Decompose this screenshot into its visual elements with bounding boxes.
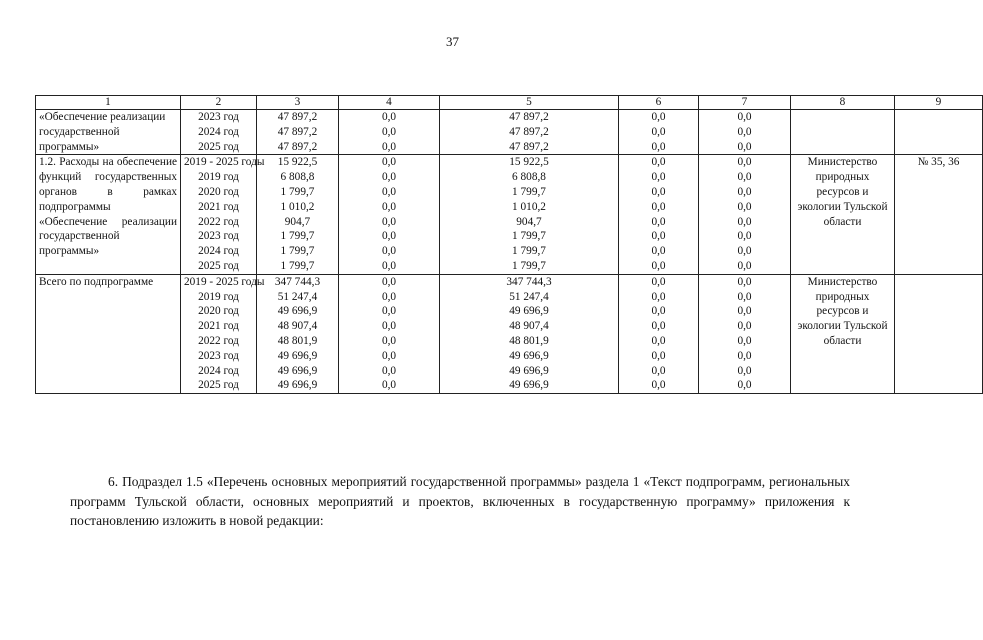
amount-value: 347 744,3 [274, 275, 321, 288]
header-cell: 5 [440, 96, 619, 110]
amount-value: 0,0 [737, 334, 752, 347]
amount-value: 1 799,7 [280, 230, 315, 243]
amount-value: 0,0 [651, 156, 666, 169]
amount-value: 47 897,2 [277, 111, 318, 123]
reference-cell [895, 274, 983, 393]
reference-cell: № 35, 36 [895, 155, 983, 274]
amount-value: 0,0 [737, 125, 752, 138]
amount-value: 1 799,7 [512, 230, 546, 243]
col3-cell [257, 110, 339, 155]
col4-cell [339, 110, 440, 155]
amount-value: 1 799,7 [512, 259, 546, 272]
amount-value: 0,0 [651, 379, 666, 392]
amount-value: 1 799,7 [280, 259, 315, 272]
header-cell: 8 [791, 96, 895, 110]
amount-value: 0,0 [651, 275, 666, 288]
amount-value: 1 010,2 [512, 200, 546, 213]
header-cell: 4 [339, 96, 440, 110]
col3-cell [257, 274, 339, 393]
amount-value: 0,0 [737, 259, 752, 272]
amount-value: 0,0 [381, 290, 397, 303]
amount-value: 0,0 [737, 140, 752, 153]
amount-value: 0,0 [737, 379, 752, 392]
table-row [36, 110, 983, 155]
amount-value: 49 696,9 [509, 305, 549, 318]
amount-value: 0,0 [381, 111, 397, 123]
amount-value: 47 897,2 [509, 140, 549, 153]
col5-cell [440, 155, 619, 274]
amount-value: 904,7 [516, 215, 542, 228]
amount-value: 0,0 [381, 379, 397, 392]
row-name-cell: 1.2. Расходы на обеспечение функций государственных органов в рамках подпрограммы «Обеспечение реализации государственной программы» [36, 155, 181, 274]
header-cell: 3 [257, 96, 339, 110]
col5-cell [440, 110, 619, 155]
executor-cell: Министерство природных ресурсов и экологии Тульской области [791, 274, 895, 393]
amount-value: 51 247,4 [277, 290, 318, 303]
year-label: 2023 год [198, 349, 239, 362]
amount-value: 0,0 [651, 320, 666, 333]
paragraph-text: 6. Подраздел 1.5 «Перечень основных мероприятий государственной программы» раздела 1 «Текст подпрограмм, региональных программ Тульской области, основных мероприятий и проектов, включенных в государственную программу» приложения к постановлению изложить в новой редакции: [70, 474, 850, 528]
year-label: 2022 год [198, 334, 239, 347]
col6-cell [619, 110, 699, 155]
amount-value: 49 696,9 [277, 349, 318, 362]
col3-cell [257, 155, 339, 274]
col4-cell [339, 155, 440, 274]
amount-value: 15 922,5 [509, 156, 549, 169]
amount-value: 49 696,9 [277, 379, 318, 392]
year-label: 2025 год [198, 259, 239, 272]
amount-value: 0,0 [651, 171, 666, 184]
executor-cell: Министерство природных ресурсов и экологии Тульской области [791, 155, 895, 274]
amount-value: 0,0 [381, 171, 397, 184]
amount-value: 0,0 [651, 230, 666, 243]
amount-value: 0,0 [737, 290, 752, 303]
amount-value: 47 897,2 [277, 140, 318, 153]
amount-value: 0,0 [737, 200, 752, 213]
amount-value: 1 799,7 [280, 245, 315, 258]
year-label: 2024 год [198, 245, 239, 258]
amount-value: 0,0 [737, 185, 752, 198]
header-cell: 6 [619, 96, 699, 110]
col6-cell [619, 274, 699, 393]
amount-value: 51 247,4 [509, 290, 549, 303]
header-cell: 9 [895, 96, 983, 110]
year-label: 2019 - 2025 годы [184, 275, 265, 288]
year-label: 2025 год [198, 379, 239, 392]
col6-cell [619, 155, 699, 274]
amount-value: 0,0 [651, 125, 666, 138]
amount-value: 49 696,9 [509, 379, 549, 392]
amount-value: 0,0 [381, 215, 397, 228]
amount-value: 0,0 [737, 364, 752, 377]
header-cell: 1 [36, 96, 181, 110]
amount-value: 1 010,2 [280, 200, 315, 213]
amount-value: 0,0 [651, 290, 666, 303]
amount-value: 0,0 [381, 245, 397, 258]
amount-value: 48 907,4 [509, 320, 549, 333]
amount-value: 0,0 [381, 200, 397, 213]
amount-value: 0,0 [737, 320, 752, 333]
amount-value: 0,0 [651, 200, 666, 213]
row-name-cell: Всего по подпрограмме [36, 274, 181, 393]
amount-value: 48 801,9 [509, 334, 549, 347]
col4-cell [339, 274, 440, 393]
year-label: 2021 год [198, 320, 239, 333]
amount-value: 0,0 [651, 245, 666, 258]
amount-value: 0,0 [381, 334, 397, 347]
amount-value: 15 922,5 [277, 156, 318, 169]
amount-value: 0,0 [381, 230, 397, 243]
header-cell: 7 [699, 96, 791, 110]
amount-value: 0,0 [651, 215, 666, 228]
year-label: 2020 год [198, 305, 239, 318]
amount-value: 0,0 [737, 349, 752, 362]
year-label: 2024 год [198, 125, 239, 138]
amount-value: 0,0 [651, 259, 666, 272]
amount-value: 48 907,4 [277, 320, 318, 333]
reference-cell [895, 110, 983, 155]
amount-value: 0,0 [737, 156, 752, 169]
years-cell [181, 110, 257, 155]
amount-value: 0,0 [737, 305, 752, 318]
amount-value: 0,0 [381, 320, 397, 333]
year-label: 2019 - 2025 годы [184, 156, 265, 169]
row-name-cell: «Обеспечение реализации государственной программы» [36, 110, 181, 155]
year-label: 2023 год [198, 111, 239, 123]
year-label: 2019 год [198, 290, 239, 303]
amount-value: 904,7 [284, 215, 311, 228]
amount-value: 0,0 [651, 305, 666, 318]
amount-value: 49 696,9 [509, 364, 549, 377]
col7-cell [699, 274, 791, 393]
amount-value: 49 696,9 [509, 349, 549, 362]
years-cell [181, 274, 265, 393]
col7-cell [699, 155, 791, 274]
amount-value: 47 897,2 [509, 125, 549, 138]
year-label: 2020 год [198, 185, 239, 198]
amount-value: 0,0 [651, 111, 666, 123]
amount-value: 1 799,7 [512, 185, 546, 198]
year-label: 2024 год [198, 364, 239, 377]
year-label: 2021 год [198, 200, 239, 213]
amount-value: 0,0 [737, 111, 752, 123]
amount-value: 0,0 [651, 364, 666, 377]
executor-cell [791, 110, 895, 155]
amount-value: 0,0 [737, 230, 752, 243]
year-label: 2023 год [198, 230, 239, 243]
amount-value: 0,0 [381, 259, 397, 272]
page-number: 37 [446, 34, 459, 49]
budget-table [35, 95, 983, 394]
amount-value: 6 808,8 [280, 171, 315, 184]
amount-value: 0,0 [737, 215, 752, 228]
amount-value: 47 897,2 [509, 111, 549, 123]
amount-value: 48 801,9 [277, 334, 318, 347]
amount-value: 1 799,7 [280, 185, 315, 198]
amount-value: 0,0 [651, 334, 666, 347]
amount-value: 0,0 [737, 245, 752, 258]
table-header-row [36, 96, 983, 110]
amount-value: 1 799,7 [512, 245, 546, 258]
amount-value: 0,0 [381, 140, 397, 153]
amount-value: 49 696,9 [277, 364, 318, 377]
amount-value: 0,0 [381, 305, 397, 318]
amount-value: 0,0 [381, 349, 397, 362]
amount-value: 0,0 [381, 275, 397, 288]
amount-value: 6 808,8 [512, 171, 546, 184]
amount-value: 0,0 [651, 140, 666, 153]
table-row [36, 274, 983, 393]
amount-value: 0,0 [381, 185, 397, 198]
year-label: 2022 год [198, 215, 239, 228]
col5-cell [440, 274, 619, 393]
amount-value: 0,0 [381, 125, 397, 138]
amount-value: 0,0 [737, 171, 752, 184]
header-cell: 2 [181, 96, 257, 110]
years-cell [181, 155, 265, 274]
amount-value: 49 696,9 [277, 305, 318, 318]
year-label: 2025 год [198, 140, 239, 153]
amount-value: 0,0 [381, 364, 397, 377]
col7-cell [699, 110, 791, 155]
amount-value: 0,0 [651, 185, 666, 198]
amount-value: 0,0 [737, 275, 752, 288]
year-label: 2019 год [198, 171, 239, 184]
amount-value: 47 897,2 [277, 125, 318, 138]
amount-value: 0,0 [651, 349, 666, 362]
amount-value: 347 744,3 [506, 275, 552, 288]
table-row [36, 155, 983, 274]
amount-value: 0,0 [381, 156, 397, 169]
